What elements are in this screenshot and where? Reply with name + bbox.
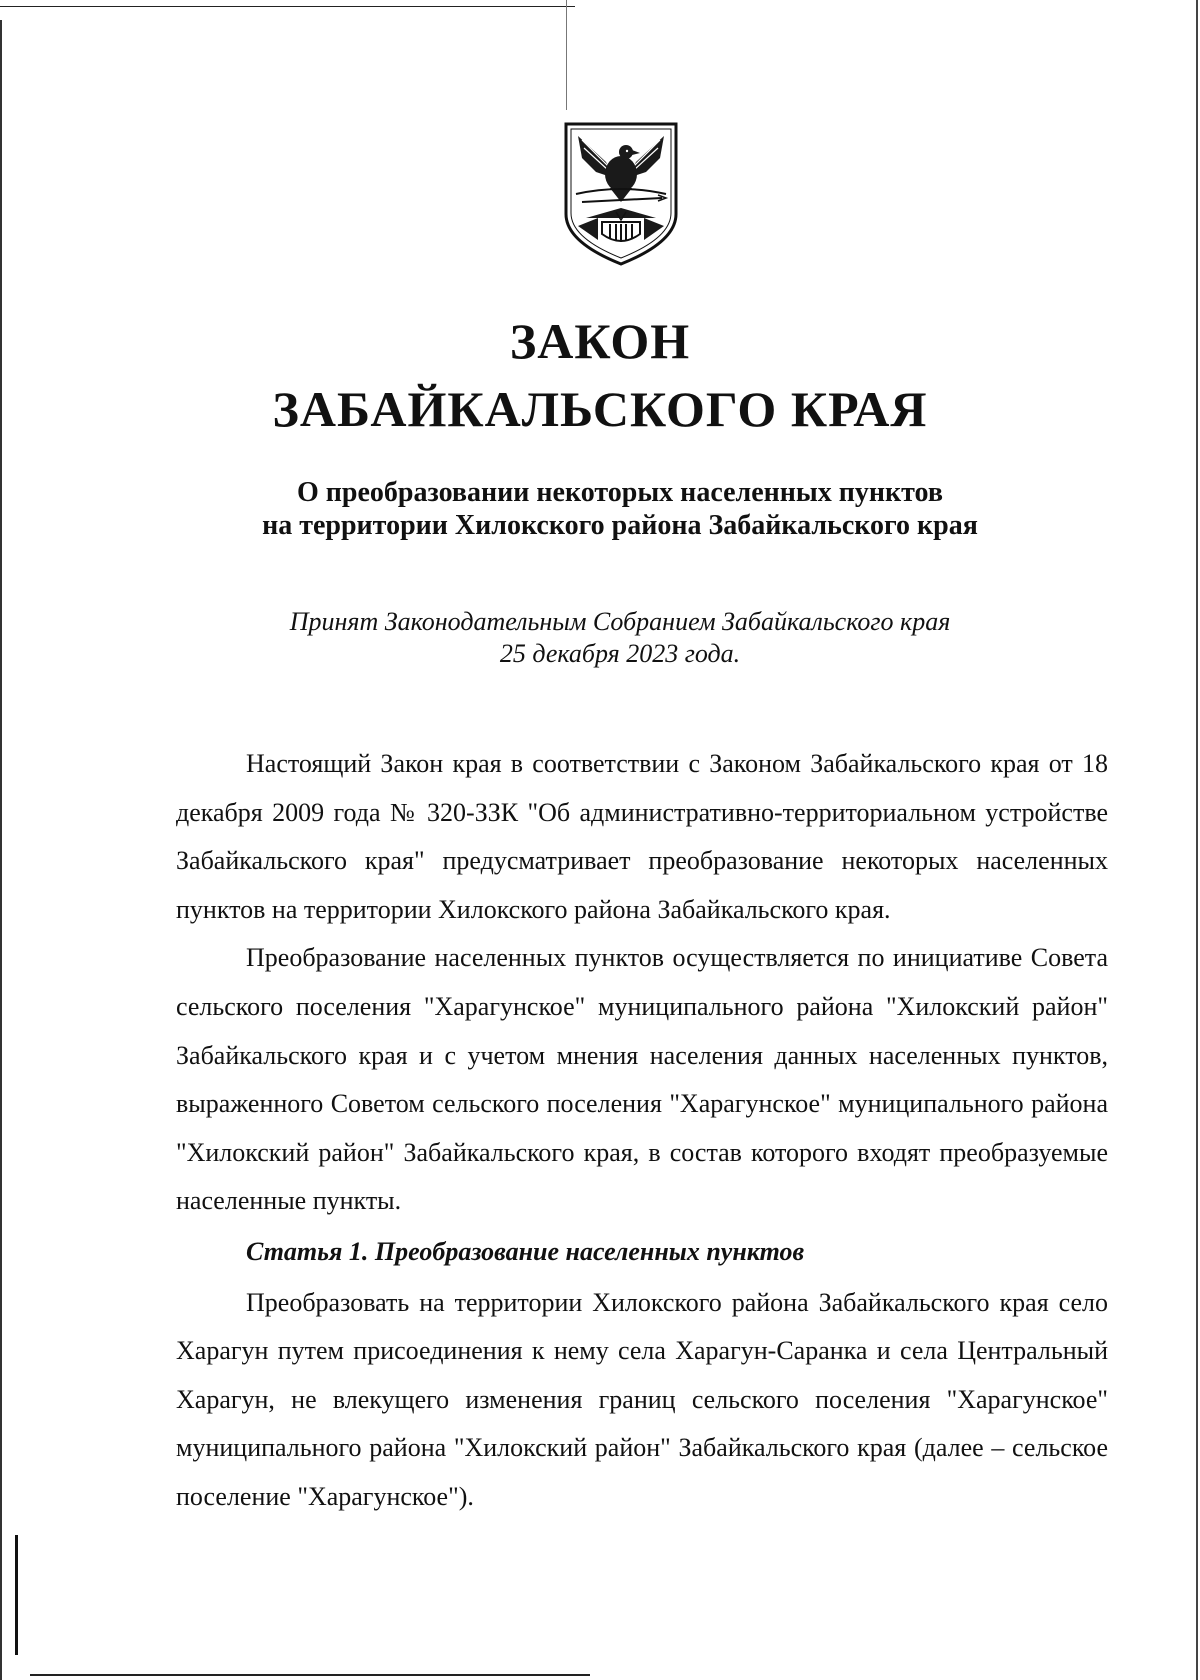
- law-subject-line-1: О преобразовании некоторых населенных пунктов: [297, 477, 943, 508]
- article-1-text: Преобразовать на территории Хилокского района Забайкальского края село Харагун путем присоединения к нему села Харагун-Саранка и села Центральный Харагун, не влекущего изменения границ сельского поселения "Харагунское" муниципального района "Хилокский район" Забайкальского края (далее – сельское поселение "Харагунское").: [176, 1287, 1108, 1511]
- law-title: ЗАКОН: [509, 313, 691, 369]
- scan-edge-bottom: [30, 1674, 590, 1676]
- law-subject-line-2: на территории Хилокского района Забайкальского края: [262, 510, 978, 541]
- law-region-title: ЗАБАЙКАЛЬСКОГО КРАЯ: [272, 381, 928, 437]
- scan-edge-left: [0, 20, 2, 1680]
- scan-edge-right: [1196, 0, 1198, 1680]
- scan-edge-top: [0, 6, 575, 7]
- law-body: [176, 740, 1108, 1522]
- preamble-paragraph: Настоящий Закон края в соответствии с Законом Забайкальского края от 18 декабря 2009 года № 320-ЗЗК "Об административно-территориальном устройстве Забайкальского края" предусматривает преобразование некоторых населенных пунктов на территории Хилокского района Забайкальского края.: [176, 749, 1108, 924]
- article-1-heading: Статья 1. Преобразование населенных пунктов: [246, 1236, 805, 1266]
- adoption-date: 25 декабря 2023 года.: [499, 639, 741, 668]
- scan-fold-line: [566, 0, 567, 110]
- law-subject: [150, 476, 1090, 542]
- adoption-body: Принят Законодательным Собранием Забайкальского края: [289, 607, 951, 636]
- adoption-note: [150, 606, 1090, 670]
- initiative-paragraph: Преобразование населенных пунктов осуществляется по инициативе Совета сельского поселения "Харагунское" муниципального района "Хилокский район" Забайкальского края и с учетом мнения населения данных населенных пунктов, выраженного Советом сельского поселения "Харагунское" муниципального района "Хилокский район" Забайкальского края, в состав которого входят преобразуемые населенные пункты.: [176, 943, 1108, 1216]
- coat-of-arms-eagle-icon: [562, 122, 680, 266]
- scan-margin-mark: [15, 1535, 18, 1655]
